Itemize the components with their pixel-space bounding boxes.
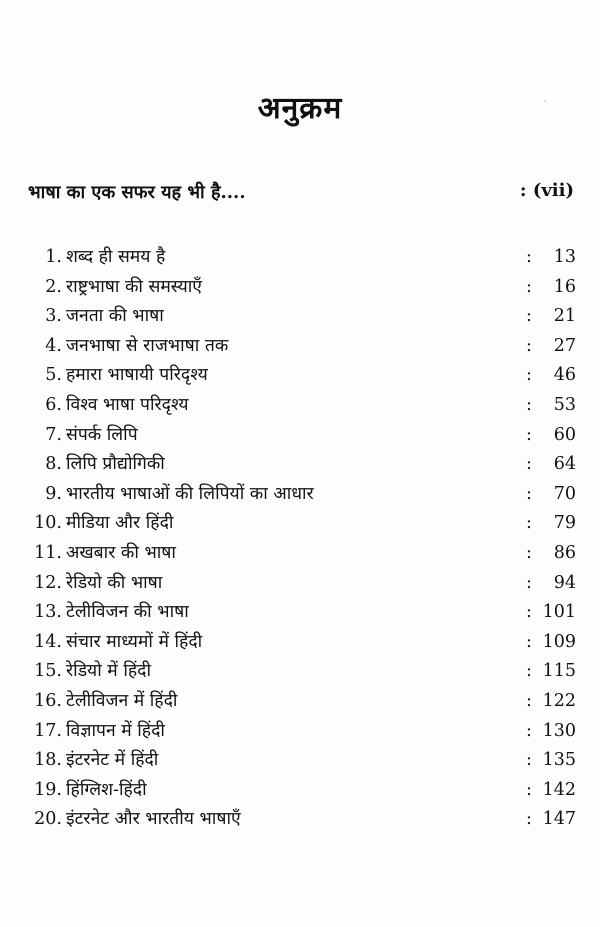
toc-entry-number: 8. xyxy=(45,454,62,475)
toc-entry-title: अखबार की भाषा xyxy=(66,542,176,563)
toc-entry-colon: : xyxy=(526,750,532,771)
toc-entry-page: 13 xyxy=(553,247,576,267)
toc-entry-number: 18. xyxy=(34,750,62,771)
toc-entry xyxy=(0,776,600,806)
toc-entry-title: संचार माध्यमों में हिंदी xyxy=(66,631,203,652)
toc-entry-number: 12. xyxy=(34,572,62,593)
toc-entry-page: 16 xyxy=(553,276,576,297)
toc-entry xyxy=(0,569,600,599)
toc-entry-title: रेडियो की भाषा xyxy=(66,572,163,593)
toc-entry xyxy=(0,361,600,391)
toc-entry-page: 79 xyxy=(553,513,576,534)
toc-entry-title: विश्व भाषा परिदृश्य xyxy=(66,394,189,415)
toc-entry xyxy=(0,332,600,362)
toc-entry-page: 130 xyxy=(542,720,576,741)
toc-entry-title: भारतीय भाषाओं की लिपियों का आधार xyxy=(66,483,314,504)
toc-entry-title: मीडिया और हिंदी xyxy=(66,513,174,534)
toc-entry-title: जनभाषा से राजभाषा तक xyxy=(66,335,229,356)
toc-entry-page: 27 xyxy=(553,335,576,356)
toc-entry xyxy=(0,805,600,835)
preface-entry xyxy=(28,180,574,214)
toc-entry xyxy=(0,598,600,628)
toc-entry-number: 6. xyxy=(45,394,62,415)
toc-entry-colon: : xyxy=(526,572,532,593)
toc-entry-number: 20. xyxy=(34,809,62,830)
toc-entry-colon: : xyxy=(526,542,532,563)
toc-entry-page: 109 xyxy=(542,631,576,652)
toc-entry-colon: : xyxy=(526,631,532,652)
toc-entry xyxy=(0,539,600,569)
toc-entry-colon: : xyxy=(526,513,532,534)
toc-entry-page: 101 xyxy=(542,602,576,623)
toc-entry-title: टेलीविजन में हिंदी xyxy=(66,690,178,711)
toc-entry-colon: : xyxy=(526,365,532,386)
toc-entry-number: 13. xyxy=(34,602,62,623)
toc-entry-title: हिंग्लिश-हिंदी xyxy=(66,779,147,800)
toc-entry-colon: : xyxy=(526,661,532,682)
toc-entry-page: 70 xyxy=(553,483,576,504)
toc-entry-number: 17. xyxy=(34,720,62,741)
toc-entry-title: इंटरनेट में हिंदी xyxy=(66,750,159,771)
toc-entry xyxy=(0,717,600,747)
toc-entry-page: 86 xyxy=(553,542,576,563)
toc-entry-page: 115 xyxy=(542,661,576,682)
toc-entry-page: 64 xyxy=(553,454,576,475)
toc-entry-title: विज्ञापन में हिंदी xyxy=(66,720,165,741)
toc-entry-colon: : xyxy=(526,483,532,504)
toc-entry-title: टेलीविजन की भाषा xyxy=(66,602,189,623)
toc-entry-page: 46 xyxy=(553,365,576,386)
toc-entry xyxy=(0,746,600,776)
toc-entry-number: 7. xyxy=(45,424,62,445)
toc-entry-number: 16. xyxy=(34,690,62,711)
toc-entry-title: रेडियो में हिंदी xyxy=(66,661,151,682)
table-of-contents xyxy=(0,243,600,835)
toc-entry-colon: : xyxy=(526,247,532,267)
toc-entry-colon: : xyxy=(526,720,532,741)
toc-entry-title: शब्द ही समय है xyxy=(66,247,166,267)
toc-entry-title: राष्ट्रभाषा की समस्याएँ xyxy=(66,276,202,297)
toc-entry xyxy=(0,687,600,717)
toc-entry-number: 9. xyxy=(45,483,62,504)
toc-entry-title: जनता की भाषा xyxy=(66,306,164,327)
toc-entry-number: 2. xyxy=(45,276,62,297)
toc-entry-page: 60 xyxy=(553,424,576,445)
toc-entry-page: 94 xyxy=(553,572,576,593)
toc-entry-number: 19. xyxy=(34,779,62,800)
toc-entry-title: संपर्क लिपि xyxy=(66,424,138,445)
toc-entry-title: लिपि प्रौद्योगिकी xyxy=(66,454,165,475)
toc-entry-colon: : xyxy=(526,809,532,830)
toc-entry-page: 142 xyxy=(542,779,576,800)
toc-entry xyxy=(0,391,600,421)
toc-entry-number: 1. xyxy=(45,247,62,267)
toc-entry-page: 21 xyxy=(553,306,576,327)
toc-entry xyxy=(0,628,600,658)
toc-entry-page: 147 xyxy=(542,809,576,830)
toc-entry-number: 11. xyxy=(34,542,62,563)
toc-entry-colon: : xyxy=(526,779,532,800)
toc-entry xyxy=(0,273,600,303)
toc-entry-number: 3. xyxy=(45,306,62,327)
preface-title: भाषा का एक सफर यह भी है.... xyxy=(28,182,246,203)
page-title: अनुक्रम xyxy=(257,91,343,126)
toc-entry-colon: : xyxy=(526,394,532,415)
toc-entry-page: 122 xyxy=(542,690,576,711)
toc-entry-number: 5. xyxy=(45,365,62,386)
toc-entry xyxy=(0,509,600,539)
toc-entry-page: 135 xyxy=(542,750,576,771)
toc-entry-title: हमारा भाषायी परिदृश्य xyxy=(66,365,208,386)
toc-entry-title: इंटरनेट और भारतीय भाषाएँ xyxy=(66,809,241,830)
toc-entry xyxy=(0,243,600,273)
toc-entry-number: 15. xyxy=(34,661,62,682)
toc-entry-colon: : xyxy=(526,276,532,297)
toc-entry-colon: : xyxy=(526,602,532,623)
toc-entry-number: 4. xyxy=(45,335,62,356)
toc-entry-colon: : xyxy=(526,335,532,356)
preface-page: : (vii) xyxy=(519,180,574,201)
toc-entry-page: 53 xyxy=(553,394,576,415)
toc-entry xyxy=(0,480,600,510)
toc-entry-colon: : xyxy=(526,454,532,475)
toc-entry xyxy=(0,302,600,332)
toc-entry xyxy=(0,421,600,451)
toc-entry-number: 14. xyxy=(34,631,62,652)
toc-entry xyxy=(0,450,600,480)
toc-entry-number: 10. xyxy=(34,513,62,534)
toc-entry xyxy=(0,657,600,687)
toc-entry-colon: : xyxy=(526,306,532,327)
toc-entry-colon: : xyxy=(526,424,532,445)
toc-entry-colon: : xyxy=(526,690,532,711)
